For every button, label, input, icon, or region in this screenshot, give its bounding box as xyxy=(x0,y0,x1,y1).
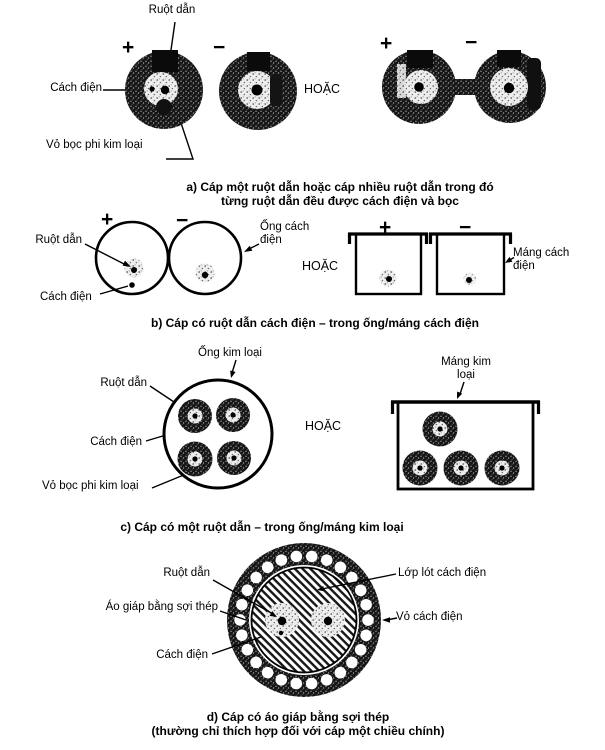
halftone-blotch xyxy=(270,74,282,106)
label-metal-trough-c: Máng kim loại xyxy=(441,356,491,381)
label-sheath-a: Vỏ bọc phi kim loại xyxy=(46,139,143,151)
conductor-dot xyxy=(161,86,169,94)
conductor-dot xyxy=(202,272,208,278)
label-armor-d: Áo giáp bằng sợi thép xyxy=(105,601,218,613)
leader-metal-trough-c xyxy=(460,382,464,394)
label-sheath-d: Vỏ cách điện xyxy=(396,611,463,623)
halftone-blotch xyxy=(156,99,172,115)
plus-sign-b-right: + xyxy=(379,216,392,239)
conductor-dot xyxy=(466,277,472,283)
conductor-dot xyxy=(386,276,392,282)
label-bedding-d: Lớp lót cách điện xyxy=(398,567,487,579)
conductor-dot xyxy=(437,426,442,431)
minus-sign-b-left: − xyxy=(176,209,189,232)
label-conductor-a: Ruột dẫn xyxy=(148,4,196,16)
insulating-trough-left xyxy=(348,233,428,294)
plus-sign-a-left: + xyxy=(122,36,135,59)
caption-a-line2: từng ruột dẫn đều được cách điện và bọc xyxy=(221,193,459,208)
halftone-block xyxy=(497,50,521,67)
minus-sign-b-right: − xyxy=(459,216,472,239)
conductor-dot xyxy=(499,465,504,470)
conductor-dot xyxy=(417,465,422,470)
label-sheath-c: Vỏ bọc phi kim loại xyxy=(42,480,139,492)
caption-c-line1: c) Cáp có một ruột dẫn – trong ống/máng kim loại xyxy=(120,520,404,534)
caption-b-line1: b) Cáp có ruột dẫn cách điện – trong ống/máng cách điện xyxy=(150,316,480,330)
conductor-dot xyxy=(252,85,263,96)
conductor-dot xyxy=(504,83,514,93)
halftone-block xyxy=(407,50,433,68)
conductor-dot xyxy=(192,456,197,461)
arrowhead xyxy=(244,246,252,252)
arrowhead xyxy=(230,371,235,379)
conductor-dot xyxy=(131,267,137,273)
conductor-dot xyxy=(231,455,236,460)
plus-sign-b-left: + xyxy=(101,208,114,231)
or-label-c: HOẶC xyxy=(304,419,342,433)
conductor-dot xyxy=(230,412,235,417)
halftone-notch xyxy=(397,64,406,98)
halftone-block xyxy=(247,52,270,71)
caption-a-line1: a) Cáp một ruột dẫn hoặc cáp nhiều ruột dẫn trong đó xyxy=(186,180,494,194)
minus-sign-a-left: − xyxy=(213,36,226,59)
conductor-dot xyxy=(458,465,463,470)
cable-a-left-minus xyxy=(219,52,297,130)
insulating-tube-right xyxy=(169,222,241,294)
plus-sign-a-right: + xyxy=(380,32,393,55)
conductor-dot xyxy=(278,617,286,625)
caption-c xyxy=(42,521,482,535)
minus-sign-a-right: − xyxy=(465,31,478,54)
halftone-blotch xyxy=(527,58,541,110)
caption-a xyxy=(120,181,560,208)
conductor-dot xyxy=(129,282,135,288)
label-conductor-c: Ruột dẫn xyxy=(100,377,147,389)
label-conductor-d: Ruột dẫn xyxy=(163,567,210,579)
label-conductor-b: Ruột dẫn xyxy=(35,234,82,246)
arrowhead xyxy=(457,392,462,400)
arrowhead xyxy=(382,617,390,623)
halftone-block xyxy=(152,50,178,72)
figure-d xyxy=(212,543,397,697)
conductor-dot xyxy=(414,82,424,92)
label-insulation-b: Cách điện xyxy=(40,291,92,303)
caption-d-line1: d) Cáp có áo giáp bằng sợi thép xyxy=(206,710,390,724)
label-trough-b: Máng cách điện xyxy=(513,247,570,272)
conductor-dot xyxy=(149,86,154,91)
leader-metal-tube-c xyxy=(232,360,236,373)
arrowhead xyxy=(505,257,512,263)
metal-tube xyxy=(164,380,272,488)
metal-trough xyxy=(391,401,540,489)
caption-b xyxy=(95,317,535,331)
conductor-dot xyxy=(192,413,197,418)
caption-d-line2: (thường chỉ thích hợp đối với cáp một chiều chính) xyxy=(151,723,445,738)
conductor-dot xyxy=(279,631,283,635)
insulating-trough-right xyxy=(429,233,512,294)
or-label-a: HOẶC xyxy=(303,82,341,96)
cable-a-right-pair xyxy=(382,50,546,124)
conductor-dot xyxy=(324,617,332,625)
label-insulation-c: Cách điện xyxy=(90,436,142,448)
label-metal-tube-c: Ống kim loại xyxy=(198,347,262,359)
label-insulation-a: Cách điện xyxy=(50,82,102,94)
or-label-b: HOẶC xyxy=(301,259,339,273)
caption-d xyxy=(78,711,518,738)
label-tube-b: Ống cách điện xyxy=(260,221,310,246)
cable-a-left-plus xyxy=(125,50,203,129)
label-insulation-d: Cách điện xyxy=(156,649,208,661)
